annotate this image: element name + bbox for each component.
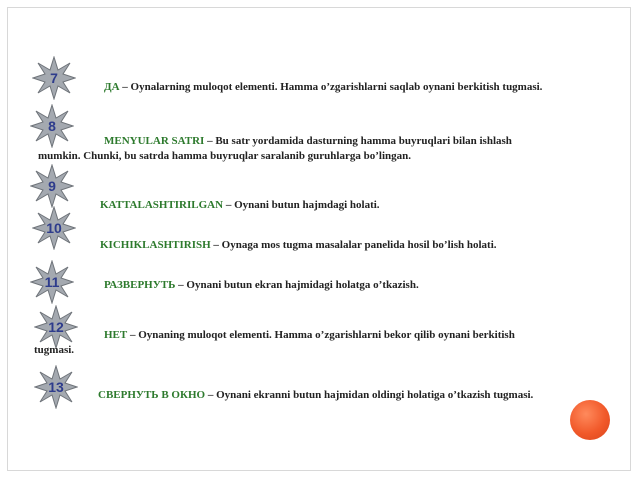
- entry-dash: –: [213, 239, 219, 251]
- star-badge-8: [30, 104, 74, 148]
- entry-description: Oynaga mos tugma masalalar panelida hosil bo’lish holati.: [221, 239, 497, 251]
- entry-description-continued: tugmasi.: [34, 344, 75, 356]
- entry-description: Oynani butun hajmdagi holati.: [234, 199, 380, 211]
- entry-line: [104, 278, 419, 292]
- entry-description: Oynaning muloqot elementi. Hamma o’zgarishlarni bekor qilib oynani berkitish: [138, 329, 515, 341]
- star-badge-9: [30, 164, 74, 208]
- entry-term: KICHIKLASHTIRISH: [100, 239, 211, 251]
- entry-description: Oynani butun ekran hajmidagi holatga o’tkazish.: [186, 279, 419, 291]
- entry-line: [100, 238, 497, 252]
- star-badge-10: [32, 206, 76, 250]
- star-badge-13: [34, 365, 78, 409]
- entry-line: [98, 388, 533, 402]
- entry-term: НЕТ: [104, 329, 128, 341]
- entry-number: 13: [48, 379, 64, 395]
- entry-number: 9: [48, 178, 56, 194]
- entry-term: РАЗВЕРНУТЬ: [104, 279, 176, 291]
- entry-line: [104, 134, 512, 148]
- entry-term: ДА: [104, 81, 120, 93]
- entry-description: Bu satr yordamida dasturning hamma buyruqlari bilan ishlash: [215, 135, 512, 147]
- star-badge-7: [32, 56, 76, 100]
- entry-term: KATTALASHTIRILGAN: [100, 199, 224, 211]
- entry-number: 8: [48, 118, 56, 134]
- decorative-circle: [570, 400, 610, 440]
- entry-term: СВЕРНУТЬ В ОКНО: [98, 389, 206, 401]
- entry-dash: –: [178, 279, 184, 291]
- entry-line: [100, 198, 380, 212]
- star-badge-11: [30, 260, 74, 304]
- entry-number: 12: [48, 319, 64, 335]
- entry-dash: –: [129, 329, 136, 341]
- entry-dash: –: [122, 81, 128, 93]
- entry-term: MENYULAR SATRI: [104, 135, 205, 147]
- entry-line: [104, 80, 542, 94]
- entry-number: 10: [46, 220, 62, 236]
- entry-number: 7: [50, 70, 58, 86]
- entry-dash: –: [207, 389, 214, 401]
- entry-dash: –: [225, 199, 232, 211]
- entry-number: 11: [44, 274, 60, 290]
- entry-dash: –: [207, 135, 213, 147]
- entry-description: Oynalarning muloqot elementi. Hamma o’zgarishlarni saqlab oynani berkitish tugmasi.: [130, 81, 543, 93]
- entry-description-continued: mumkin. Chunki, bu satrda hamma buyruqlar saralanib guruhlarga bo’lingan.: [38, 150, 411, 162]
- entry-description: Oynani ekranni butun hajmidan oldingi holatiga o’tkazish tugmasi.: [216, 389, 534, 401]
- entry-line: [104, 328, 515, 342]
